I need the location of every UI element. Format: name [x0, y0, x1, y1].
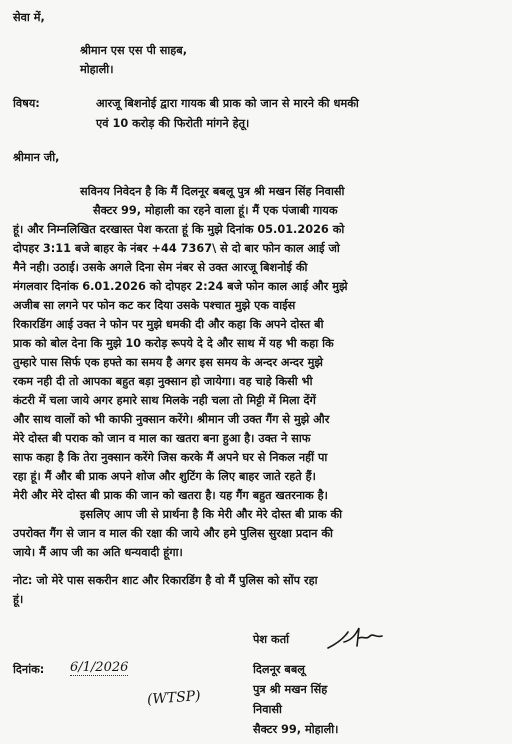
date-label: दिनांक: [13, 663, 45, 676]
subject-line2: एवं 10 करोड़ की फिरोती मांगने हेतू। [96, 117, 250, 130]
body-line: रहा हूं। मैं और बी प्राक अपने शोज और शुटिंग के लिए बाहर जाते रहते हैं। [13, 470, 316, 483]
body-line: और साथ वालों को भी काफी नुक्सान करेंगे। श्रीमान जी उक्त गैंग से मुझे और [13, 413, 330, 426]
sender-address: सैक्टर 99, मोहाली। [253, 723, 339, 736]
signature-image [326, 624, 386, 654]
body-line: जाये। मैं आप जी का अति धन्यवादी हूंगा। [13, 546, 183, 559]
body-line: रकम नही दी तो आपका बहुत बड़ा नुक्सान हो जायेगा। वह चाहे किसी भी [13, 375, 313, 388]
body-line: मेरी और मेरे दोस्त बी प्राक की जान को खतरा है। यह गैंग बहुत खतरनाक है। [13, 489, 328, 502]
sender-father: पुत्र श्री मखन सिंह [253, 683, 328, 696]
signed-label: पेश कर्ता [253, 633, 290, 646]
body-line: तुम्हारे पास सिर्फ एक हफ्ते का समय है अगर इस समय के अन्दर अन्दर मुझे [13, 356, 323, 369]
body-line: कंटरी में चला जाये अगर हमारे साथ मिलके नही चला तो मिट्टी में मिला देंगें [13, 394, 316, 407]
body-line: मंगलवार दिनांक 6.01.2026 को दोपहर 2:24 बजे फोन काल आई और मुझे [13, 280, 348, 293]
body-line: सैक्टर 99, मोहाली का रहने वाला हूं। मैं एक पंजाबी गायक [93, 204, 338, 217]
salutation: श्रीमान जी, [13, 151, 60, 164]
body-line: सविनय निवेदन है कि मैं दिलनूर बबलू पुत्र श्री मखन सिंह निवासी [80, 185, 345, 198]
body-line: अजीब सा लगने पर फोन कट कर दिया उसके पश्चात मुझे एक वाईस [13, 299, 296, 312]
sender-resident: निवासी [253, 703, 282, 716]
body-line: प्राक को बोल देना कि मुझे 10 करोड़ रूपये दे दे और साथ में यह भी कहा कि [13, 337, 334, 350]
body-line: उपरोक्त गैंग से जान व माल की रक्षा की जाये और हमे पुलिस सुरक्षा प्रदान की [13, 527, 333, 540]
body-line: इसलिए आप जी से प्रार्थना है कि मेरी और मेरे दोस्त बी प्राक की [80, 508, 343, 521]
note-line1: नोट: जो मेरे पास सकरीन शाट और रिकारडिंग है वो मैं पुलिस को सोंप रहा [13, 574, 318, 587]
subject-label: विषय: [13, 97, 40, 110]
date-value: 6/1/2026 [70, 660, 129, 675]
body-line: रिकारडिंग आई उक्त ने फोन पर मुझे धमकी दी और कहा कि अपने दोस्त बी [13, 318, 324, 331]
body-line: मैने नही। उठाई। उसके अगले दिना सेम नंबर से उक्त आरजू बिशनोई की [13, 261, 308, 274]
recipient-line2: मोहाली। [80, 63, 114, 76]
handwritten-note: (WTSP) [146, 688, 202, 708]
salutation-to: सेवा में, [13, 11, 45, 24]
note-line2: हूं। [13, 593, 24, 606]
sender-name: दिलनूर बबलू [253, 663, 305, 676]
body-line: दोपहर 3:11 बजे बाहर के नंबर +44 7367\ से दो बार फोन काल आई जो [13, 242, 340, 255]
body-line: मेरे दोस्त बी पराक को जान व माल का खतरा बना हुआ है। उक्त ने साफ [13, 432, 311, 445]
body-line: साफ कहा है कि तेरा नुक्सान करेंगे जिस करके मैं अपने घर से निकल नहीं पा [13, 451, 328, 464]
body-line: हूं। और निम्नलिखित दरखास्त पेश करता हूं कि मुझे दिनांक 05.01.2026 को [13, 223, 345, 236]
subject-line1: आरजू बिशनोई द्वारा गायक बी प्राक को जान से मारने की धमकी [96, 97, 359, 110]
recipient-line1: श्रीमान एस एस पी साहब, [80, 44, 188, 57]
